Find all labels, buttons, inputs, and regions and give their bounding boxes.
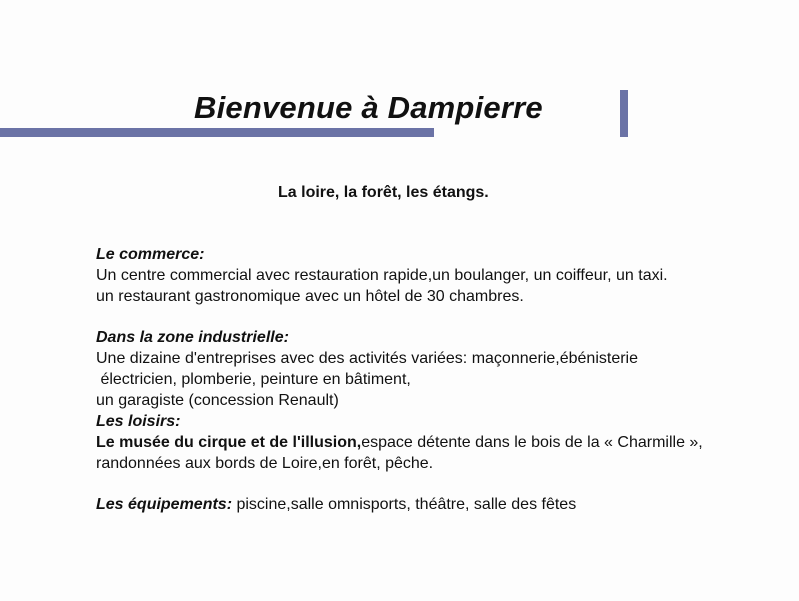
industrie-line: un garagiste (concession Renault) [96,392,339,409]
equipements-line [96,494,786,515]
title-side-bar [620,90,628,137]
loisirs-line-rest: espace détente dans le bois de la « Charmille », [361,434,703,451]
title-underline-bar [0,128,434,137]
loisirs-line [96,432,786,453]
equipements-text: piscine,salle omnisports, théâtre, salle des fêtes [232,496,577,513]
spacer [96,474,786,494]
section-heading-loisirs: Les loisirs: [96,413,181,430]
commerce-line: un restaurant gastronomique avec un hôtel de 30 chambres. [96,288,524,305]
section-heading-industrie: Dans la zone industrielle: [96,329,289,346]
industrie-line: électricien, plomberie, peinture en bâtiment, [96,371,411,388]
page-subtitle: La loire, la forêt, les étangs. [278,184,489,201]
page-title: Bienvenue à Dampierre [194,90,543,125]
section-heading-commerce: Le commerce: [96,246,205,263]
spacer [96,307,786,327]
commerce-line: Un centre commercial avec restauration rapide,un boulanger, un coiffeur, un taxi. [96,267,668,284]
museum-name: Le musée du cirque et de l'illusion, [96,434,362,451]
loisirs-line: randonnées aux bords de Loire,en forêt, pêche. [96,455,434,472]
section-heading-equipements: Les équipements: [96,496,233,513]
main-content [96,244,786,515]
industrie-line: Une dizaine d'entreprises avec des activités variées: maçonnerie,ébénisterie [96,350,639,367]
